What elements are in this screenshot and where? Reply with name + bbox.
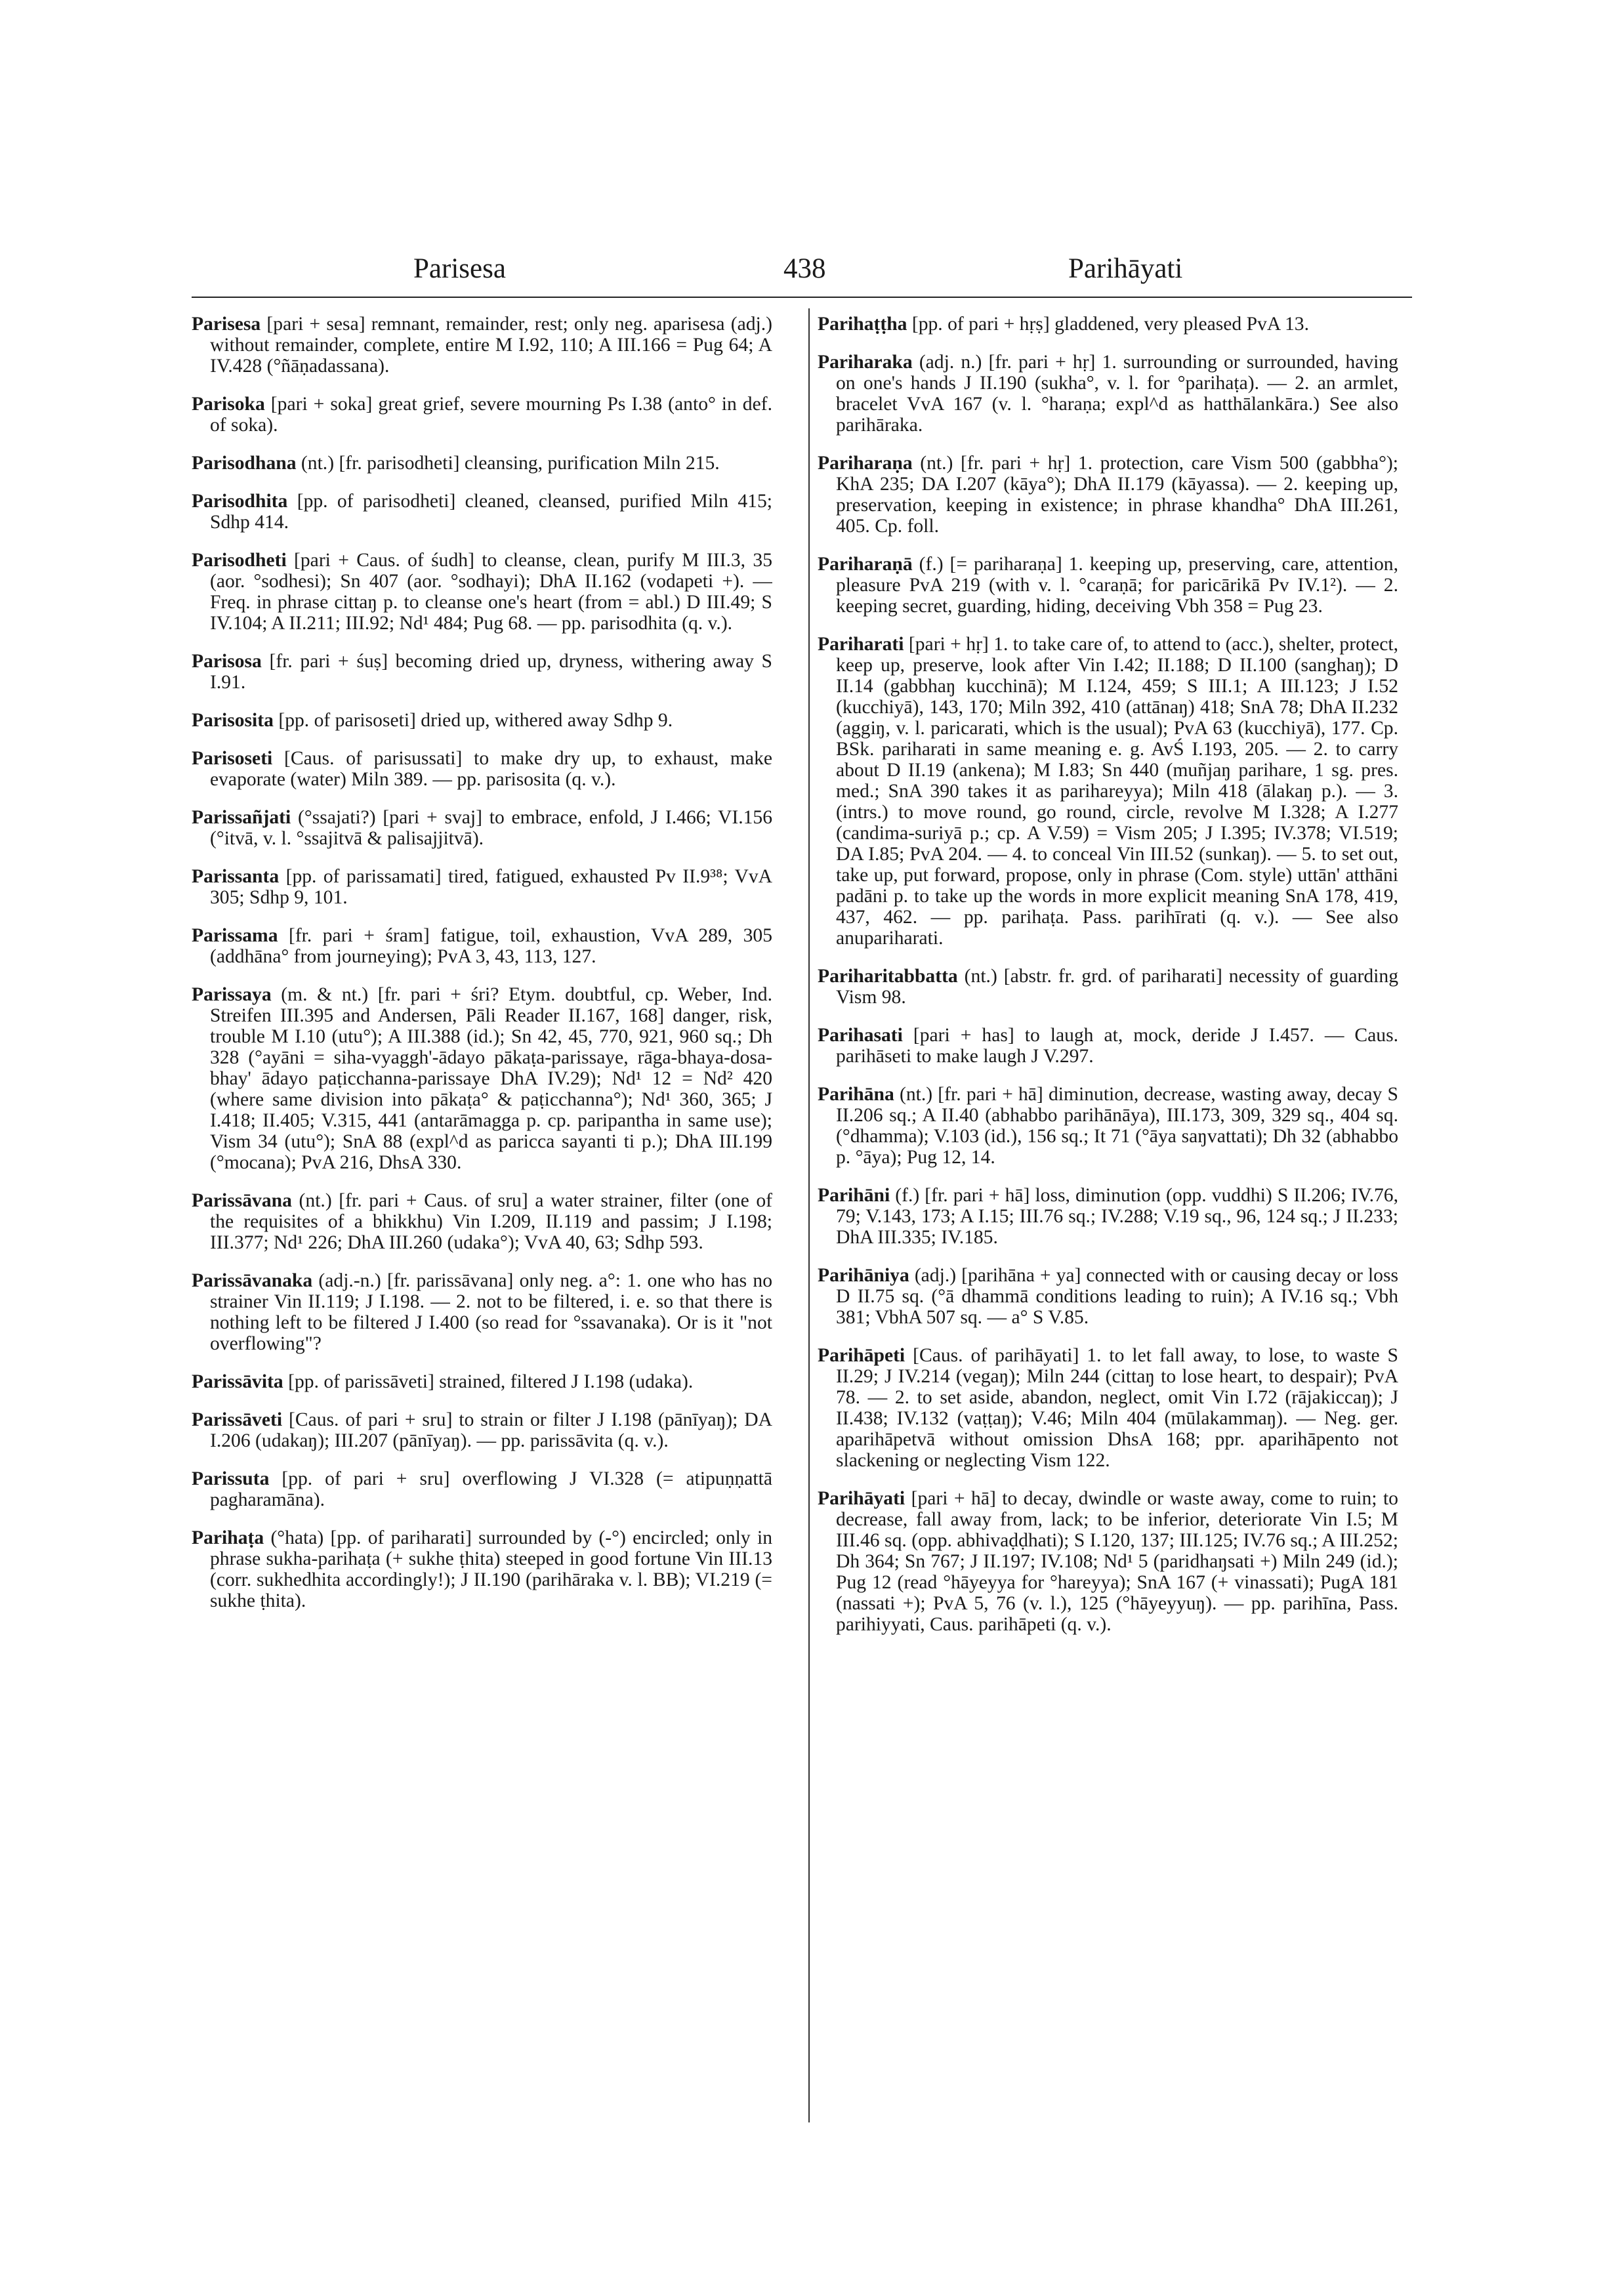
- dictionary-entry: [192, 314, 772, 377]
- entry-text: (m. & nt.) [fr. pari + śri? Etym. doubtful, cp. Weber, Ind. Streifen III.395 and Andersen, Pāli Reader II.167, 168] danger, risk, trouble M I.10 (utu°); A III.388 (id.); Sn 42, 45, 770, 921, 960 sq.; Dh 328 (°ayāni = siha-vyaggh'-ādayo pākaṭa-parissaye, rāga-bhaya-dosa-bhay' ādayo paṭicchanna-parissaye DhA IV.29); Nd¹ 12 = Nd² 420 (where same division into pākaṭa° & paṭicchanna°); Nd¹ 360, 365; J I.418; II.405; V.315, 441 (antarāmagga p. cp. paripantha in same use); Vism 34 (utu°); SnA 88 (expl^d as paricca sayanti ti p.); DhA III.199 (°mocana); PvA 216, DhsA 330.: [210, 984, 772, 1173]
- dictionary-entry: [192, 394, 772, 436]
- dictionary-entry: [192, 1190, 772, 1253]
- right-column: [818, 314, 1398, 2131]
- dictionary-entry: [192, 748, 772, 790]
- entry-headword: Parissanta: [192, 866, 280, 887]
- entry-text: [pari + sesa] remnant, remainder, rest; only neg. aparisesa (adj.) without remainder, complete, entire M I.92, 110; A III.166 = Pug 64; A IV.428 (°ñāṇadassana).: [210, 314, 772, 377]
- entry-headword: Pariharati: [818, 634, 904, 655]
- dictionary-entry: [192, 866, 772, 908]
- dictionary-entry: [818, 1185, 1398, 1248]
- entry-text: (nt.) [fr. pari + hā] diminution, decrease, wasting away, decay S II.206 sq.; A II.40 (abhabbo parihānāya), III.173, 309, 329 sq., 404 sq. (°dhamma); V.103 (id.), 156 sq.; It 71 (°āya saŋvattati); Dh 32 (abhabbo p. °āya); Pug 12, 14.: [836, 1084, 1398, 1168]
- entry-headword: Parisosa: [192, 651, 262, 672]
- dictionary-entry: [192, 1527, 772, 1611]
- entry-headword: Parisodhana: [192, 453, 297, 474]
- entry-headword: Parissāvita: [192, 1371, 283, 1392]
- dictionary-entry: [192, 925, 772, 967]
- running-head-right: Parihāyati: [1068, 253, 1183, 284]
- entry-text: (nt.) [fr. parisodheti] cleansing, purification Miln 215.: [301, 453, 720, 474]
- entry-headword: Parisoseti: [192, 748, 273, 769]
- entry-text: [pari + hṛ] 1. to take care of, to attend to (acc.), shelter, protect, keep up, preserve, look after Vin I.42; II.188; D II.100 (sanghaŋ); D II.14 (gabbhaŋ kucchinā); M I.124, 459; S III.1; A III.123; J I.52 (kucchiyā), 143, 170; Miln 392, 410 (attānaŋ) 418; SnA 78; DhA II.232 (aggiŋ, v. l. paricarati, which is the usual); PvA 63 (kucchiyā), 177. Cp. BSk. pariharati in same meaning e. g. AvŚ I.193, 205. — 2. to carry about D II.19 (ankena); M I.83; Sn 440 (muñjaŋ parihare, 1 sg. pres. med.; SnA 390 takes it as parihareyya); Miln 418 (ālakaŋ p.). — 3. (intrs.) to move round, go round, circle, revolve M I.328; A I.277 (candima-suriyā p.; cp. A V.59) = Vism 205; J I.395; IV.378; VI.519; DA I.85; PvA 204. — 4. to conceal Vin III.52 (sunkaŋ). — 5. to set out, take up, put forward, propose, only in phrase (Com. style) uttān' atthāni padāni p. to take up the words in more explicit meaning SnA 178, 419, 437, 462. — pp. parihaṭa. Pass. parihīrati (q. v.). — See also anupariharati.: [836, 634, 1398, 949]
- entry-text: (f.) [fr. pari + hā] loss, diminution (opp. vuddhi) S II.206; IV.76, 79; V.143, 173; A I.15; III.76 sq.; IV.288; V.19 sq., 96, 124 sq.; J II.233; DhA III.335; IV.185.: [836, 1185, 1398, 1248]
- entry-headword: Pariharaka: [818, 352, 913, 373]
- dictionary-entry: [818, 314, 1398, 335]
- entry-text: [pp. of parisoseti] dried up, withered away Sdhp 9.: [278, 710, 673, 731]
- entry-text: [pp. of parissāveti] strained, filtered J I.198 (udaka).: [288, 1371, 694, 1392]
- entry-headword: Parisoka: [192, 394, 265, 415]
- entry-text: (adj. n.) [fr. pari + hṛ] 1. surrounding or surrounded, having on one's hands J II.190 (sukha°, v. l. for °parihaṭa). — 2. an armlet, bracelet VvA 167 (v. l. °haraṇa; expl^d as hatthālankāra.) See also parihāraka.: [836, 352, 1398, 436]
- dictionary-entry: [818, 1025, 1398, 1067]
- entry-headword: Parihāni: [818, 1185, 890, 1206]
- dictionary-entry: [818, 1345, 1398, 1471]
- dictionary-entry: [192, 807, 772, 849]
- dictionary-entry: [192, 651, 772, 693]
- entry-text: [pari + soka] great grief, severe mourning Ps I.38 (anto° in def. of soka).: [210, 394, 772, 436]
- page-number: 438: [783, 253, 826, 284]
- entry-text: (nt.) [abstr. fr. grd. of pariharati] necessity of guarding Vism 98.: [836, 966, 1398, 1008]
- entry-headword: Parisodhita: [192, 491, 288, 512]
- entry-text: (f.) [= pariharaṇa] 1. keeping up, preserving, care, attention, pleasure PvA 219 (with v. l. °caraṇā; for paricārikā Pv IV.1²). — 2. keeping secret, guarding, hiding, deceiving Vbh 358 = Pug 23.: [836, 554, 1398, 617]
- dictionary-entry: [818, 453, 1398, 537]
- dictionary-entry: [192, 1468, 772, 1510]
- entry-headword: Parihaṭa: [192, 1527, 264, 1548]
- entry-text: [Caus. of pari + sru] to strain or filter J I.198 (pānīyaŋ); DA I.206 (udakaŋ); III.207 (pānīyaŋ). — pp. parissāvita (q. v.).: [210, 1409, 772, 1451]
- entry-text: [pp. of parissamati] tired, fatigued, exhausted Pv II.9³⁸; VvA 305; Sdhp 9, 101.: [210, 866, 772, 908]
- dictionary-entry: [192, 1409, 772, 1451]
- entry-text: [fr. pari + śuṣ] becoming dried up, dryness, withering away S I.91.: [210, 651, 772, 693]
- entry-text: (nt.) [fr. pari + Caus. of sru] a water strainer, filter (one of the requisites of a bhikkhu) Vin I.209, II.119 and passim; J I.198; III.377; Nd¹ 226; DhA III.260 (udaka°); VvA 40, 63; Sdhp 593.: [210, 1190, 772, 1253]
- entry-text: (nt.) [fr. pari + hṛ] 1. protection, care Vism 500 (gabbha°); KhA 235; DA I.207 (kāya°); DhA II.179 (kāyassa). — 2. keeping up, preservation, keeping in existence; in phrase khandha° DhA III.261, 405. Cp. foll.: [836, 453, 1398, 537]
- entry-text: [Caus. of parihāyati] 1. to let fall away, to lose, to waste S II.29; J IV.214 (vegaŋ); Miln 244 (cittaŋ to lose heart, to despair); PvA 78. — 2. to set aside, abandon, neglect, omit Vin I.72 (rājakiccaŋ); J II.438; IV.132 (vaṭṭaŋ); V.46; Miln 404 (mūlakammaŋ). — Neg. ger. aparihāpetvā without omission DhsA 168; ppr. aparihāpento not slackening or neglecting Vism 122.: [836, 1345, 1398, 1471]
- left-column: [192, 314, 772, 2131]
- entry-text: [pari + has] to laugh at, mock, deride J I.457. — Caus. parihāseti to make laugh J V.297.: [836, 1025, 1398, 1067]
- dictionary-entry: [192, 984, 772, 1173]
- dictionary-entry: [818, 634, 1398, 949]
- dictionary-entry: [818, 1265, 1398, 1328]
- entry-headword: Parissama: [192, 925, 278, 946]
- dictionary-entry: [192, 453, 772, 474]
- entry-headword: Parihāna: [818, 1084, 894, 1105]
- entry-headword: Parissāvana: [192, 1190, 292, 1211]
- entry-headword: Parihasati: [818, 1025, 903, 1046]
- entry-headword: Parihaṭṭha: [818, 314, 907, 335]
- dictionary-entry: [818, 1084, 1398, 1168]
- header-rule: [192, 297, 1412, 298]
- dictionary-entry: [192, 1371, 772, 1392]
- entry-text: [pp. of pari + hṛṣ] gladdened, very pleased PvA 13.: [911, 314, 1309, 335]
- entry-headword: Parissuta: [192, 1468, 270, 1489]
- entry-text: (adj.) [parihāna + ya] connected with or causing decay or loss D II.75 sq. (°ā dhammā conditions leading to ruin); A IV.16 sq.; Vbh 381; VbhA 507 sq. — a° S V.85.: [836, 1265, 1398, 1328]
- dictionary-entry: [192, 1270, 772, 1354]
- entry-text: [fr. pari + śram] fatigue, toil, exhaustion, VvA 289, 305 (addhāna° from journeying); PvA 3, 43, 113, 127.: [210, 925, 772, 967]
- dictionary-entry: [818, 352, 1398, 436]
- entry-headword: Parihāniya: [818, 1265, 909, 1286]
- entry-headword: Pariharaṇa: [818, 453, 913, 474]
- entry-text: (°hata) [pp. of pariharati] surrounded by (-°) encircled; only in phrase sukha-parihaṭa (+ sukhe ṭhita) steeped in good fortune Vin III.13 (corr. sukhedhita accordingly!); J II.190 (parihāraka v. l. BB); VI.219 (= sukhe ṭhita).: [210, 1527, 772, 1611]
- entry-text: [pp. of pari + sru] overflowing J VI.328 (= atipuṇṇattā pagharamāna).: [210, 1468, 772, 1510]
- entry-headword: Parisesa: [192, 314, 261, 335]
- entry-headword: Parissañjati: [192, 807, 291, 828]
- entry-text: [pari + Caus. of śudh] to cleanse, clean, purify M III.3, 35 (aor. °sodhesi); Sn 407 (aor. °sodhayi); DhA II.162 (vodapeti +). — Freq. in phrase cittaŋ p. to cleanse one's heart (from = abl.) D III.49; S IV.104; A II.211; III.92; Nd¹ 484; Pug 68. — pp. parisodhita (q. v.).: [210, 550, 772, 634]
- entry-text: [pp. of parisodheti] cleaned, cleansed, purified Miln 415; Sdhp 414.: [210, 491, 772, 533]
- entry-headword: Parissāveti: [192, 1409, 283, 1430]
- entry-headword: Parihāyati: [818, 1488, 906, 1509]
- entry-text: (adj.-n.) [fr. parissāvana] only neg. a°: 1. one who has no strainer Vin II.119; J I.198. — 2. not to be filtered, i. e. so that there is nothing left to be filtered J I.400 (so read for °ssavanaka). Or is it "not overflowing"?: [210, 1270, 772, 1354]
- entry-headword: Parisodheti: [192, 550, 287, 571]
- column-divider: [808, 308, 810, 2122]
- entry-headword: Pariharitabbatta: [818, 966, 958, 987]
- dictionary-entry: [192, 550, 772, 634]
- entry-text: [Caus. of parisussati] to make dry up, to exhaust, make evaporate (water) Miln 389. — pp. parisosita (q. v.).: [210, 748, 772, 790]
- entry-headword: Parissāvanaka: [192, 1270, 313, 1291]
- entry-headword: Parissaya: [192, 984, 272, 1005]
- entry-text: [pari + hā] to decay, dwindle or waste away, come to ruin; to decrease, fall away from, lack; to be inferior, deteriorate Vin I.5; M III.46 sq. (opp. abhivaḍḍhati); S I.120, 137; III.125; IV.76 sq.; A III.252; Dh 364; Sn 767; J II.197; IV.108; Nd¹ 5 (paridhaŋsati +) Miln 249 (id.); Pug 12 (read °hāyeyya for °hareyya); SnA 167 (+ vinassati); PugA 181 (nassati +); PvA 5, 76 (v. l.), 125 (°hāyeyyuŋ). — pp. parihīna, Pass. parihiyyati, Caus. parihāpeti (q. v.).: [836, 1488, 1398, 1635]
- running-head-left: Parisesa: [413, 253, 506, 284]
- entry-headword: Parihāpeti: [818, 1345, 906, 1366]
- dictionary-entry: [818, 966, 1398, 1008]
- entry-text: (°ssajati?) [pari + svaj] to embrace, enfold, J I.466; VI.156 (°itvā, v. l. °ssajitvā & palisajjitvā).: [210, 807, 772, 849]
- dictionary-entry: [192, 710, 772, 731]
- dictionary-entry: [818, 1488, 1398, 1635]
- entry-headword: Parisosita: [192, 710, 274, 731]
- entry-headword: Pariharaṇā: [818, 554, 913, 575]
- dictionary-entry: [818, 554, 1398, 617]
- dictionary-entry: [192, 491, 772, 533]
